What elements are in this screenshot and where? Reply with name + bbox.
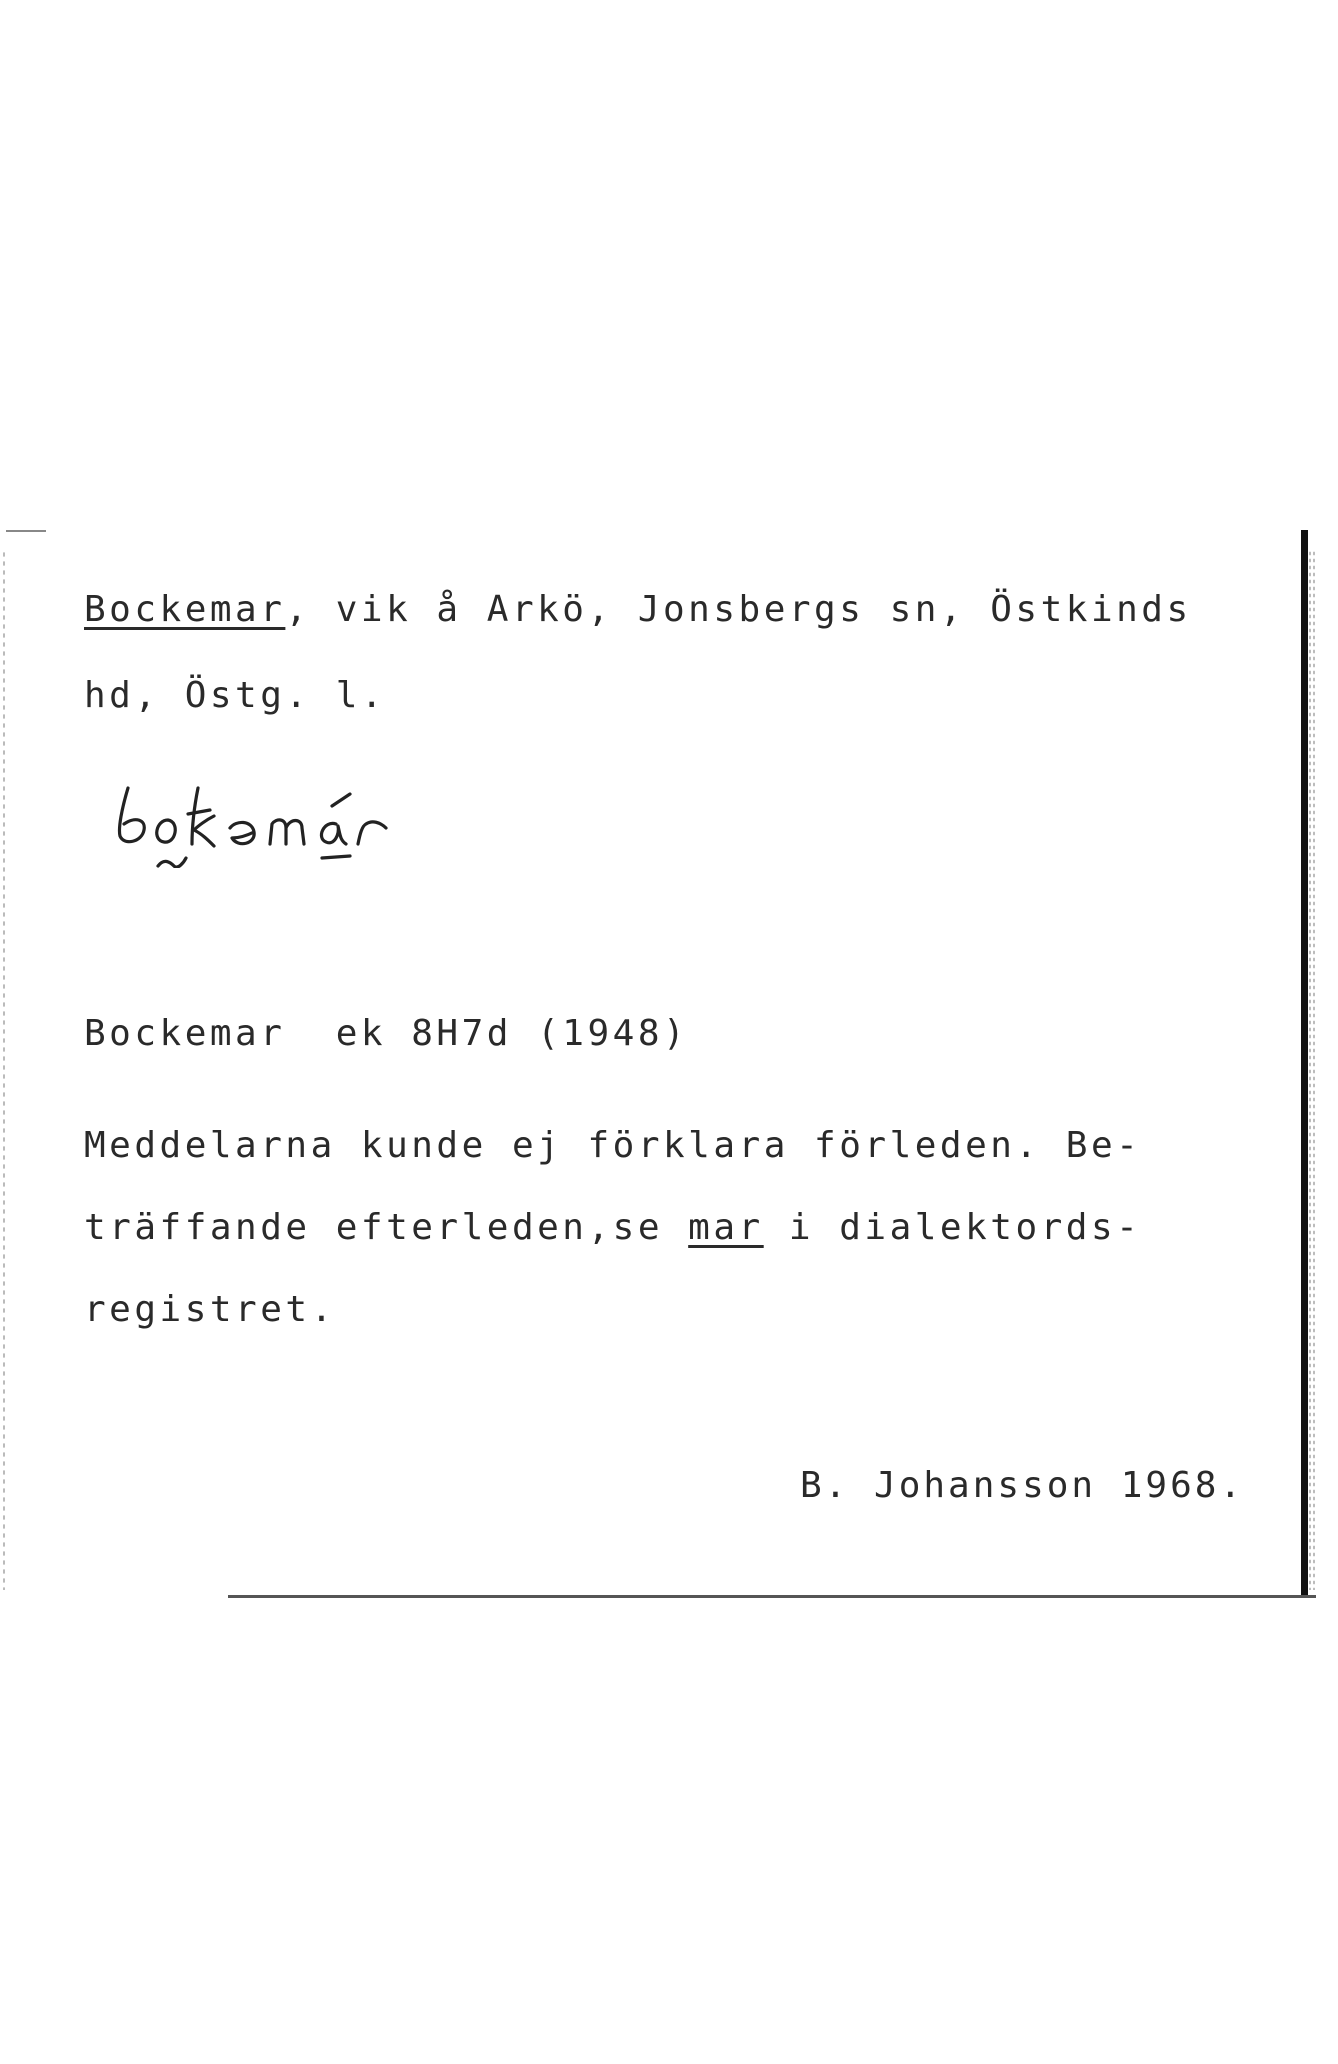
right-edge-texture — [1308, 550, 1316, 1590]
heading-line-2: hd, Östg. l. — [84, 675, 387, 716]
note-line-1: Meddelarna kunde ej förklara förleden. Be- — [84, 1125, 1142, 1166]
card-right-border — [1301, 530, 1308, 1598]
handwritten-pronunciation — [110, 758, 440, 868]
note-line-2-start: träffande efterleden,se — [84, 1207, 689, 1248]
note-underlined-word: mar — [688, 1207, 764, 1248]
place-description: , vik å Arkö, Jonsbergs sn, Östkinds — [285, 589, 1192, 630]
signature: B. Johansson 1968. — [800, 1465, 1245, 1506]
note-line-3: registret. — [84, 1289, 336, 1330]
archive-card — [0, 530, 1316, 1598]
heading-line-1 — [84, 590, 1192, 630]
left-edge-texture — [2, 550, 6, 1590]
card-bottom-border — [228, 1595, 1316, 1598]
place-name: Bockemar — [84, 589, 286, 630]
note-line-2-end: i dialektords- — [763, 1207, 1142, 1248]
note-line-2 — [84, 1208, 1141, 1248]
card-edge-mark — [6, 530, 46, 532]
record-reference: Bockemar ek 8H7d (1948) — [84, 1013, 689, 1054]
